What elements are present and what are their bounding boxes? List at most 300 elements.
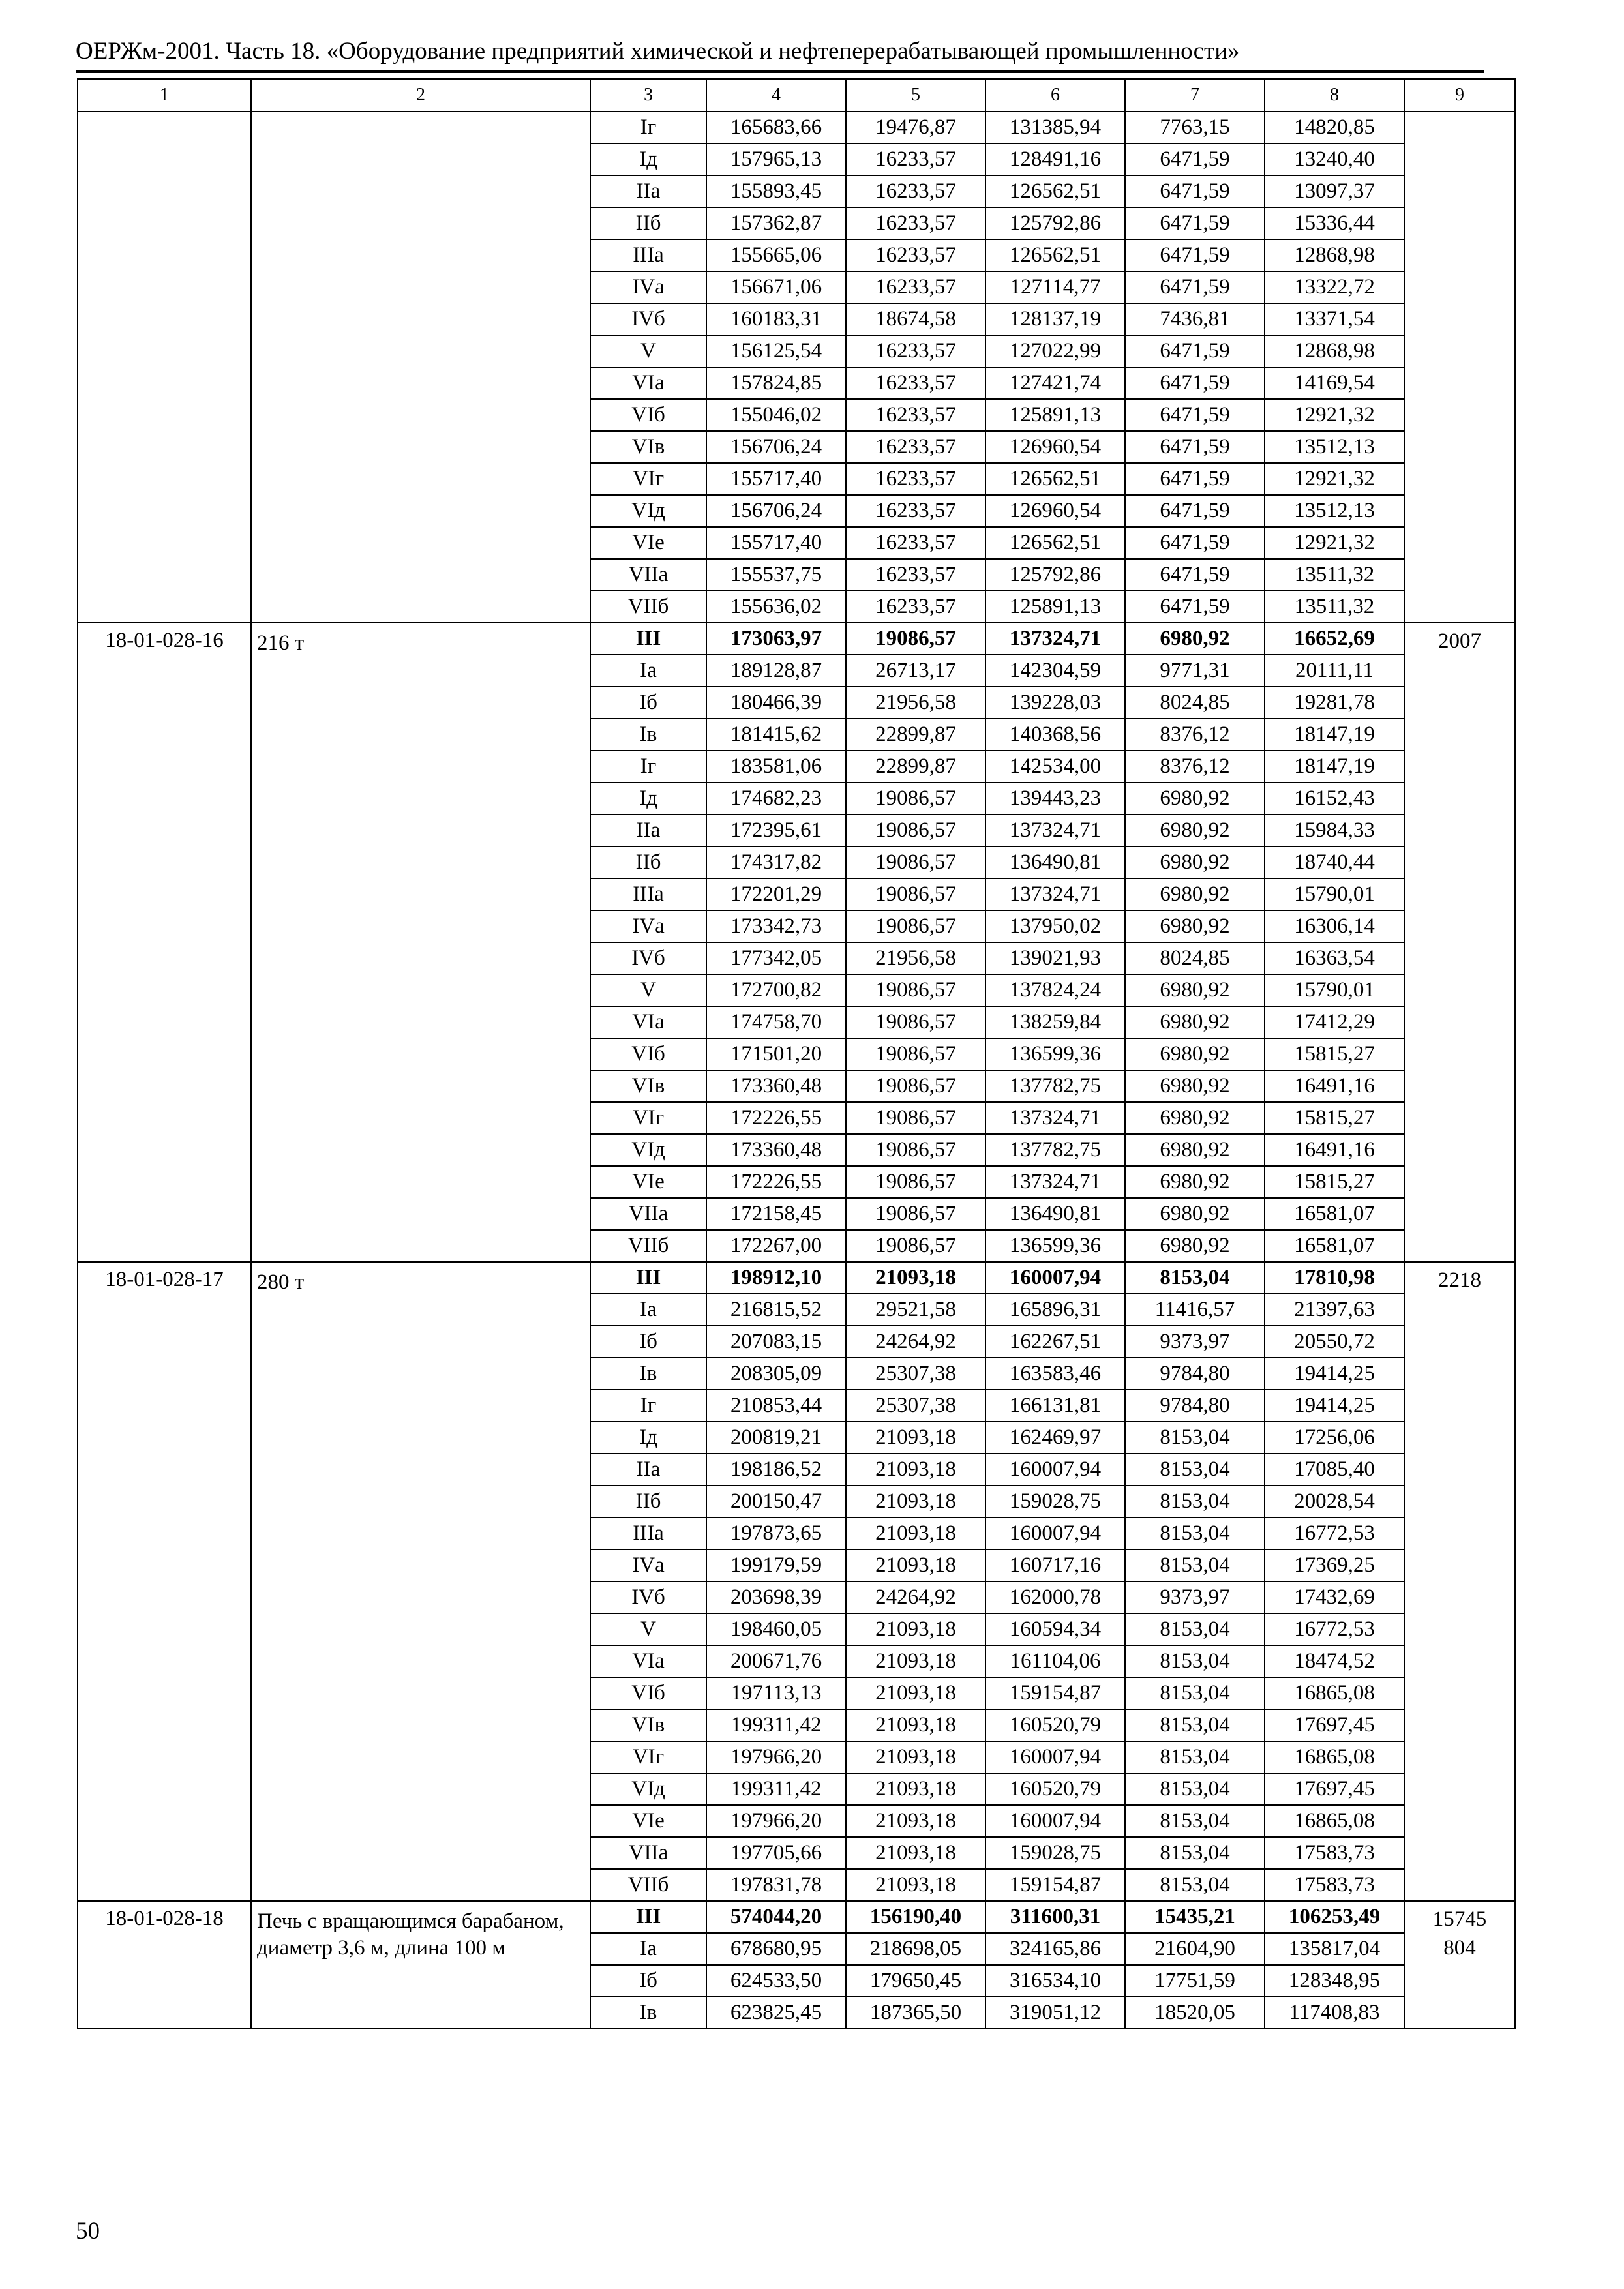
zone-cell: VIб: [590, 1038, 706, 1070]
value-cell: 174758,70: [706, 1006, 846, 1038]
value-cell: 21093,18: [846, 1613, 985, 1645]
zone-cell: VIIа: [590, 559, 706, 591]
zone-cell: VIIб: [590, 1869, 706, 1901]
value-cell: 160717,16: [985, 1549, 1125, 1581]
value-cell: 6980,92: [1125, 1134, 1265, 1166]
table-row: [78, 1262, 1515, 1294]
value-cell: 160183,31: [706, 303, 846, 335]
value-cell: 19086,57: [846, 1134, 985, 1166]
header-rule: [76, 70, 1484, 73]
value-cell: 142534,00: [985, 751, 1125, 783]
value-cell: 15815,27: [1265, 1038, 1404, 1070]
zone-cell: VIIа: [590, 1198, 706, 1230]
zone-cell: Iа: [590, 1933, 706, 1965]
zone-cell: III: [590, 623, 706, 655]
value-cell: 157362,87: [706, 207, 846, 239]
value-cell: 135817,04: [1265, 1933, 1404, 1965]
value-cell: 157824,85: [706, 367, 846, 399]
value-cell: 15790,01: [1265, 974, 1404, 1006]
column-9-cell: [1404, 1901, 1515, 2029]
value-cell: 24264,92: [846, 1326, 985, 1358]
value-cell: 21093,18: [846, 1549, 985, 1581]
column-9-cell: [1404, 112, 1515, 623]
value-cell: 216815,52: [706, 1294, 846, 1326]
value-cell: 155893,45: [706, 175, 846, 207]
item-name: 216 т: [251, 623, 590, 1262]
value-cell: 142304,59: [985, 655, 1125, 687]
value-cell: 17697,45: [1265, 1773, 1404, 1805]
value-cell: 623825,45: [706, 1997, 846, 2029]
value-cell: 180466,39: [706, 687, 846, 719]
value-cell: 137324,71: [985, 623, 1125, 655]
value-cell: 6980,92: [1125, 1070, 1265, 1102]
value-cell: 173360,48: [706, 1134, 846, 1166]
value-cell: 19086,57: [846, 1102, 985, 1134]
value-cell: 136490,81: [985, 846, 1125, 878]
zone-cell: Iб: [590, 1326, 706, 1358]
value-cell: 6471,59: [1125, 559, 1265, 591]
value-cell: 8153,04: [1125, 1422, 1265, 1454]
value-cell: 19086,57: [846, 878, 985, 910]
value-cell: 199311,42: [706, 1709, 846, 1741]
value-cell: 183581,06: [706, 751, 846, 783]
value-cell: 197966,20: [706, 1805, 846, 1837]
zone-cell: VIб: [590, 1677, 706, 1709]
value-cell: 6471,59: [1125, 431, 1265, 463]
zone-cell: VIе: [590, 1166, 706, 1198]
value-cell: 125891,13: [985, 399, 1125, 431]
value-cell: 187365,50: [846, 1997, 985, 2029]
value-cell: 198186,52: [706, 1454, 846, 1486]
value-cell: 207083,15: [706, 1326, 846, 1358]
value-cell: 162267,51: [985, 1326, 1125, 1358]
value-cell: 159028,75: [985, 1837, 1125, 1869]
value-cell: 126562,51: [985, 175, 1125, 207]
value-cell: 6980,92: [1125, 1006, 1265, 1038]
value-cell: 160594,34: [985, 1613, 1125, 1645]
value-cell: 155046,02: [706, 399, 846, 431]
value-cell: 12921,32: [1265, 399, 1404, 431]
value-cell: 160007,94: [985, 1518, 1125, 1549]
value-cell: 156706,24: [706, 431, 846, 463]
zone-cell: V: [590, 974, 706, 1006]
value-cell: 8153,04: [1125, 1613, 1265, 1645]
value-cell: 21956,58: [846, 942, 985, 974]
value-cell: 140368,56: [985, 719, 1125, 751]
value-cell: 9771,31: [1125, 655, 1265, 687]
value-cell: 174682,23: [706, 783, 846, 815]
value-cell: 21093,18: [846, 1773, 985, 1805]
value-cell: 200671,76: [706, 1645, 846, 1677]
value-cell: 16233,57: [846, 175, 985, 207]
value-cell: 8153,04: [1125, 1518, 1265, 1549]
value-cell: 16152,43: [1265, 783, 1404, 815]
value-cell: 159154,87: [985, 1677, 1125, 1709]
value-cell: 19281,78: [1265, 687, 1404, 719]
value-cell: 21093,18: [846, 1837, 985, 1869]
zone-cell: VIIа: [590, 1837, 706, 1869]
zone-cell: Iа: [590, 1294, 706, 1326]
value-cell: 8153,04: [1125, 1709, 1265, 1741]
value-cell: 8376,12: [1125, 719, 1265, 751]
zone-cell: IVб: [590, 303, 706, 335]
value-cell: 6980,92: [1125, 783, 1265, 815]
zone-cell: III: [590, 1262, 706, 1294]
value-cell: 29521,58: [846, 1294, 985, 1326]
value-cell: 8153,04: [1125, 1549, 1265, 1581]
value-cell: 6980,92: [1125, 974, 1265, 1006]
value-cell: 8153,04: [1125, 1677, 1265, 1709]
value-cell: 126960,54: [985, 495, 1125, 527]
value-cell: 172226,55: [706, 1166, 846, 1198]
value-cell: 197113,13: [706, 1677, 846, 1709]
value-cell: 21093,18: [846, 1805, 985, 1837]
value-cell: 12921,32: [1265, 527, 1404, 559]
value-cell: 128137,19: [985, 303, 1125, 335]
value-cell: 21093,18: [846, 1645, 985, 1677]
zone-cell: III: [590, 1901, 706, 1933]
value-cell: 21093,18: [846, 1518, 985, 1549]
value-cell: 106253,49: [1265, 1901, 1404, 1933]
value-cell: 16233,57: [846, 271, 985, 303]
value-cell: 13097,37: [1265, 175, 1404, 207]
value-cell: 6471,59: [1125, 239, 1265, 271]
zone-cell: Iв: [590, 1358, 706, 1390]
value-cell: 199311,42: [706, 1773, 846, 1805]
value-cell: 198912,10: [706, 1262, 846, 1294]
value-cell: 16306,14: [1265, 910, 1404, 942]
zone-cell: IVб: [590, 942, 706, 974]
value-cell: 156190,40: [846, 1901, 985, 1933]
column-9-value: 2218: [1438, 1268, 1481, 1292]
value-cell: 127421,74: [985, 367, 1125, 399]
value-cell: 179650,45: [846, 1965, 985, 1997]
column-number-cell: 4: [706, 79, 846, 112]
value-cell: 13240,40: [1265, 143, 1404, 175]
value-cell: 17369,25: [1265, 1549, 1404, 1581]
value-cell: 20111,11: [1265, 655, 1404, 687]
value-cell: 6471,59: [1125, 463, 1265, 495]
value-cell: 21093,18: [846, 1486, 985, 1518]
value-cell: 16233,57: [846, 335, 985, 367]
price-table: [77, 78, 1516, 2029]
value-cell: 15790,01: [1265, 878, 1404, 910]
value-cell: 160007,94: [985, 1262, 1125, 1294]
value-cell: 6471,59: [1125, 143, 1265, 175]
value-cell: 6471,59: [1125, 271, 1265, 303]
value-cell: 20028,54: [1265, 1486, 1404, 1518]
value-cell: 12921,32: [1265, 463, 1404, 495]
value-cell: 6471,59: [1125, 207, 1265, 239]
column-9-value: 804: [1443, 1936, 1476, 1960]
value-cell: 6980,92: [1125, 1038, 1265, 1070]
value-cell: 15984,33: [1265, 815, 1404, 846]
value-cell: 26713,17: [846, 655, 985, 687]
value-cell: 16233,57: [846, 527, 985, 559]
value-cell: 16581,07: [1265, 1198, 1404, 1230]
value-cell: 21093,18: [846, 1677, 985, 1709]
column-number-cell: 7: [1125, 79, 1265, 112]
value-cell: 12868,98: [1265, 335, 1404, 367]
column-9-value: 15745: [1432, 1908, 1487, 1931]
value-cell: 125792,86: [985, 559, 1125, 591]
zone-cell: IVб: [590, 1581, 706, 1613]
value-cell: 15815,27: [1265, 1102, 1404, 1134]
value-cell: 19086,57: [846, 1006, 985, 1038]
value-cell: 8153,04: [1125, 1645, 1265, 1677]
value-cell: 6980,92: [1125, 815, 1265, 846]
value-cell: 155717,40: [706, 463, 846, 495]
value-cell: 13322,72: [1265, 271, 1404, 303]
value-cell: 173342,73: [706, 910, 846, 942]
value-cell: 181415,62: [706, 719, 846, 751]
value-cell: 316534,10: [985, 1965, 1125, 1997]
value-cell: 173063,97: [706, 623, 846, 655]
value-cell: 136490,81: [985, 1198, 1125, 1230]
value-cell: 24264,92: [846, 1581, 985, 1613]
value-cell: 136599,36: [985, 1038, 1125, 1070]
value-cell: 126562,51: [985, 239, 1125, 271]
value-cell: 210853,44: [706, 1390, 846, 1422]
value-cell: 218698,05: [846, 1933, 985, 1965]
zone-cell: Iг: [590, 112, 706, 143]
value-cell: 9784,80: [1125, 1390, 1265, 1422]
value-cell: 159154,87: [985, 1869, 1125, 1901]
value-cell: 15815,27: [1265, 1166, 1404, 1198]
value-cell: 16363,54: [1265, 942, 1404, 974]
value-cell: 172700,82: [706, 974, 846, 1006]
value-cell: 156706,24: [706, 495, 846, 527]
value-cell: 16233,57: [846, 495, 985, 527]
item-code: 18-01-028-17: [78, 1262, 251, 1901]
value-cell: 125792,86: [985, 207, 1125, 239]
value-cell: 16233,57: [846, 559, 985, 591]
column-number-cell: 5: [846, 79, 985, 112]
value-cell: 8024,85: [1125, 687, 1265, 719]
value-cell: 19086,57: [846, 1070, 985, 1102]
value-cell: 624533,50: [706, 1965, 846, 1997]
zone-cell: VIа: [590, 1006, 706, 1038]
value-cell: 16233,57: [846, 367, 985, 399]
value-cell: 8153,04: [1125, 1741, 1265, 1773]
value-cell: 6980,92: [1125, 1198, 1265, 1230]
zone-cell: Iд: [590, 1422, 706, 1454]
value-cell: 16865,08: [1265, 1805, 1404, 1837]
value-cell: 21093,18: [846, 1741, 985, 1773]
value-cell: 16772,53: [1265, 1613, 1404, 1645]
value-cell: 155537,75: [706, 559, 846, 591]
value-cell: 19086,57: [846, 623, 985, 655]
value-cell: 6471,59: [1125, 335, 1265, 367]
value-cell: 6471,59: [1125, 399, 1265, 431]
zone-cell: IIа: [590, 175, 706, 207]
page-header: ОЕРЖм-2001. Часть 18. «Оборудование предприятий химической и нефтеперерабатывающей промышленности»: [76, 38, 1240, 65]
value-cell: 14169,54: [1265, 367, 1404, 399]
zone-cell: VIIб: [590, 591, 706, 623]
value-cell: 137782,75: [985, 1070, 1125, 1102]
value-cell: 13512,13: [1265, 495, 1404, 527]
zone-cell: Iб: [590, 1965, 706, 1997]
value-cell: 126562,51: [985, 527, 1125, 559]
zone-cell: VIа: [590, 367, 706, 399]
value-cell: 208305,09: [706, 1358, 846, 1390]
value-cell: 6471,59: [1125, 175, 1265, 207]
zone-cell: Iд: [590, 783, 706, 815]
value-cell: 177342,05: [706, 942, 846, 974]
value-cell: 197966,20: [706, 1741, 846, 1773]
value-cell: 16233,57: [846, 431, 985, 463]
value-cell: 128348,95: [1265, 1965, 1404, 1997]
value-cell: 16233,57: [846, 239, 985, 271]
value-cell: 9373,97: [1125, 1326, 1265, 1358]
column-number-cell: 9: [1404, 79, 1515, 112]
value-cell: 137950,02: [985, 910, 1125, 942]
table-row: [78, 1901, 1515, 1933]
value-cell: 131385,94: [985, 112, 1125, 143]
value-cell: 19086,57: [846, 1166, 985, 1198]
value-cell: 157965,13: [706, 143, 846, 175]
value-cell: 8153,04: [1125, 1773, 1265, 1805]
value-cell: 18474,52: [1265, 1645, 1404, 1677]
value-cell: 15336,44: [1265, 207, 1404, 239]
value-cell: 17810,98: [1265, 1262, 1404, 1294]
column-number-cell: 6: [985, 79, 1125, 112]
value-cell: 137324,71: [985, 815, 1125, 846]
item-name: 280 т: [251, 1262, 590, 1901]
zone-cell: VIг: [590, 1102, 706, 1134]
table-row: [78, 623, 1515, 655]
value-cell: 16865,08: [1265, 1677, 1404, 1709]
value-cell: 21604,90: [1125, 1933, 1265, 1965]
value-cell: 18740,44: [1265, 846, 1404, 878]
value-cell: 155636,02: [706, 591, 846, 623]
value-cell: 198460,05: [706, 1613, 846, 1645]
zone-cell: IIа: [590, 815, 706, 846]
value-cell: 137824,24: [985, 974, 1125, 1006]
zone-cell: V: [590, 1613, 706, 1645]
value-cell: 311600,31: [985, 1901, 1125, 1933]
value-cell: 19086,57: [846, 1230, 985, 1262]
column-number-cell: 1: [78, 79, 251, 112]
value-cell: 156125,54: [706, 335, 846, 367]
value-cell: 18147,19: [1265, 719, 1404, 751]
zone-cell: Iа: [590, 655, 706, 687]
value-cell: 8153,04: [1125, 1486, 1265, 1518]
value-cell: 7763,15: [1125, 112, 1265, 143]
value-cell: 8153,04: [1125, 1454, 1265, 1486]
value-cell: 20550,72: [1265, 1326, 1404, 1358]
column-9-cell: [1404, 1262, 1515, 1901]
value-cell: 197831,78: [706, 1869, 846, 1901]
value-cell: 22899,87: [846, 751, 985, 783]
value-cell: 138259,84: [985, 1006, 1125, 1038]
value-cell: 172267,00: [706, 1230, 846, 1262]
page-number: 50: [76, 2218, 100, 2245]
value-cell: 6980,92: [1125, 1102, 1265, 1134]
value-cell: 19086,57: [846, 846, 985, 878]
value-cell: 17432,69: [1265, 1581, 1404, 1613]
value-cell: 16233,57: [846, 143, 985, 175]
table-row: [78, 112, 1515, 143]
value-cell: 156671,06: [706, 271, 846, 303]
zone-cell: VIб: [590, 399, 706, 431]
value-cell: 160007,94: [985, 1805, 1125, 1837]
value-cell: 6980,92: [1125, 623, 1265, 655]
value-cell: 6980,92: [1125, 1166, 1265, 1198]
value-cell: 11416,57: [1125, 1294, 1265, 1326]
zone-cell: VIд: [590, 1773, 706, 1805]
value-cell: 16233,57: [846, 399, 985, 431]
value-cell: 6471,59: [1125, 527, 1265, 559]
zone-cell: IIIа: [590, 1518, 706, 1549]
value-cell: 8153,04: [1125, 1837, 1265, 1869]
value-cell: 8376,12: [1125, 751, 1265, 783]
value-cell: 189128,87: [706, 655, 846, 687]
value-cell: 162469,97: [985, 1422, 1125, 1454]
value-cell: 13512,13: [1265, 431, 1404, 463]
value-cell: 22899,87: [846, 719, 985, 751]
zone-cell: Iв: [590, 719, 706, 751]
value-cell: 200819,21: [706, 1422, 846, 1454]
value-cell: 162000,78: [985, 1581, 1125, 1613]
value-cell: 574044,20: [706, 1901, 846, 1933]
value-cell: 155717,40: [706, 527, 846, 559]
value-cell: 19086,57: [846, 910, 985, 942]
value-cell: 126960,54: [985, 431, 1125, 463]
value-cell: 172158,45: [706, 1198, 846, 1230]
value-cell: 160007,94: [985, 1454, 1125, 1486]
value-cell: 203698,39: [706, 1581, 846, 1613]
value-cell: 18520,05: [1125, 1997, 1265, 2029]
zone-cell: IIIа: [590, 878, 706, 910]
value-cell: 6980,92: [1125, 878, 1265, 910]
zone-cell: VIв: [590, 1070, 706, 1102]
value-cell: 139021,93: [985, 942, 1125, 974]
value-cell: 19086,57: [846, 783, 985, 815]
zone-cell: V: [590, 335, 706, 367]
value-cell: 19414,25: [1265, 1390, 1404, 1422]
zone-cell: IVа: [590, 910, 706, 942]
value-cell: 139443,23: [985, 783, 1125, 815]
value-cell: 127114,77: [985, 271, 1125, 303]
value-cell: 17697,45: [1265, 1709, 1404, 1741]
value-cell: 197873,65: [706, 1518, 846, 1549]
column-number-row: [78, 79, 1515, 112]
zone-cell: VIе: [590, 527, 706, 559]
value-cell: 19476,87: [846, 112, 985, 143]
value-cell: 21093,18: [846, 1869, 985, 1901]
column-number-cell: 3: [590, 79, 706, 112]
value-cell: 6471,59: [1125, 367, 1265, 399]
value-cell: 6980,92: [1125, 1230, 1265, 1262]
value-cell: 8024,85: [1125, 942, 1265, 974]
value-cell: 21956,58: [846, 687, 985, 719]
zone-cell: Iб: [590, 687, 706, 719]
value-cell: 21093,18: [846, 1454, 985, 1486]
value-cell: 160520,79: [985, 1709, 1125, 1741]
zone-cell: VIд: [590, 1134, 706, 1166]
value-cell: 6471,59: [1125, 591, 1265, 623]
column-number-cell: 8: [1265, 79, 1404, 112]
value-cell: 9373,97: [1125, 1581, 1265, 1613]
value-cell: 136599,36: [985, 1230, 1125, 1262]
value-cell: 159028,75: [985, 1486, 1125, 1518]
value-cell: 171501,20: [706, 1038, 846, 1070]
zone-cell: VIг: [590, 463, 706, 495]
value-cell: 17583,73: [1265, 1837, 1404, 1869]
value-cell: 173360,48: [706, 1070, 846, 1102]
value-cell: 12868,98: [1265, 239, 1404, 271]
